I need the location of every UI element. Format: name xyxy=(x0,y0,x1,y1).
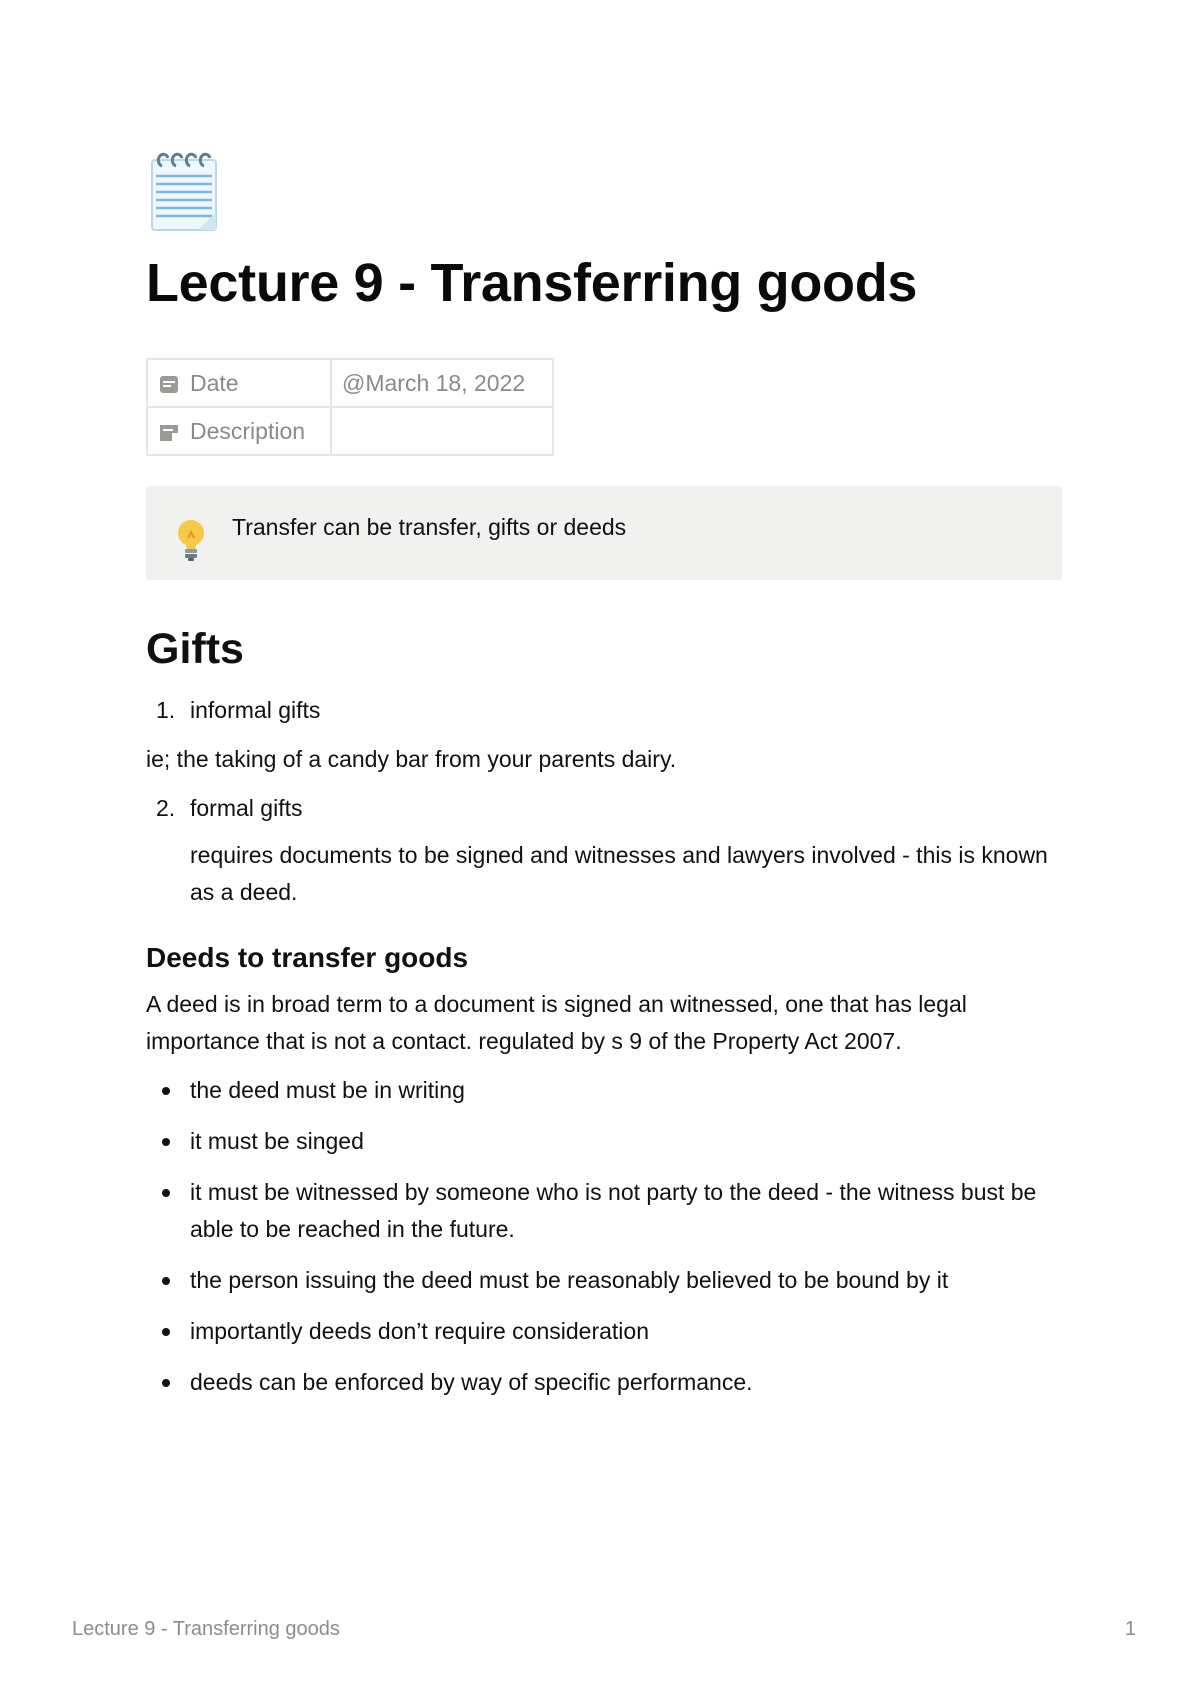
list-item-text: it must be singed xyxy=(190,1128,364,1155)
property-value[interactable]: @March 18, 2022 xyxy=(331,359,553,407)
list-item xyxy=(146,1313,1062,1350)
callout xyxy=(146,486,1062,580)
page-footer xyxy=(72,1618,1136,1641)
calendar-icon xyxy=(158,373,180,395)
list-number: 2. xyxy=(156,794,176,821)
paragraph: ie; the taking of a candy bar from your parents dairy. xyxy=(146,745,677,772)
property-label: Date xyxy=(190,369,239,396)
list-item-text: deeds can be enforced by way of specific performance. xyxy=(190,1369,753,1396)
bullet-icon xyxy=(162,1189,170,1197)
bullet-icon xyxy=(162,1087,170,1095)
property-row-description[interactable] xyxy=(147,407,553,455)
list-item xyxy=(146,1364,1062,1401)
callout-text: Transfer can be transfer, gifts or deeds xyxy=(232,514,627,541)
list-item xyxy=(146,1262,1062,1299)
list-item xyxy=(146,692,1062,729)
list-item-text: the person issuing the deed must be reasonably believed to be bound by it xyxy=(190,1267,949,1294)
property-label: Description xyxy=(190,417,306,444)
deeds-heading: Deeds to transfer goods xyxy=(146,941,469,973)
page-title: Lecture 9 - Transferring goods xyxy=(146,253,918,313)
page-number: 1 xyxy=(1124,1618,1136,1640)
bullet-icon xyxy=(162,1328,170,1336)
properties-table xyxy=(146,358,554,456)
list-item xyxy=(146,1174,1062,1248)
list-item xyxy=(146,1072,1062,1109)
list-item xyxy=(146,790,1062,911)
bullet-icon xyxy=(162,1138,170,1146)
property-key xyxy=(147,407,331,455)
bullet-icon xyxy=(162,1379,170,1387)
list-item-text: the deed must be in writing xyxy=(190,1077,465,1104)
text-lines-icon xyxy=(158,421,180,443)
list-item-label: formal gifts xyxy=(190,794,303,821)
bullet-list xyxy=(146,1072,1062,1401)
paragraph: A deed is in broad term to a document is signed an witnessed, one that has legal importance that is not a contact. regulated by s 9 of the Property Act 2007. xyxy=(146,991,967,1055)
property-key xyxy=(147,359,331,407)
list-number: 1. xyxy=(156,696,176,723)
list-item-text: it must be witnessed by someone who is not party to the deed - the witness bust be able to be reached in the future. xyxy=(190,1179,1037,1243)
bullet-icon xyxy=(162,1277,170,1285)
page-content xyxy=(146,150,1062,1401)
list-item-text: importantly deeds don’t require consideration xyxy=(190,1318,649,1345)
list-item xyxy=(146,1123,1062,1160)
list-item-detail: requires documents to be signed and witnesses and lawyers involved - this is known as a deed. xyxy=(190,841,1048,905)
gifts-heading: Gifts xyxy=(146,625,244,674)
footer-title: Lecture 9 - Transferring goods xyxy=(72,1618,340,1640)
property-value[interactable] xyxy=(331,407,553,455)
property-row-date[interactable] xyxy=(147,359,553,407)
notepad-icon xyxy=(146,150,226,234)
lightbulb-icon xyxy=(174,518,208,562)
list-item-label: informal gifts xyxy=(190,696,321,723)
